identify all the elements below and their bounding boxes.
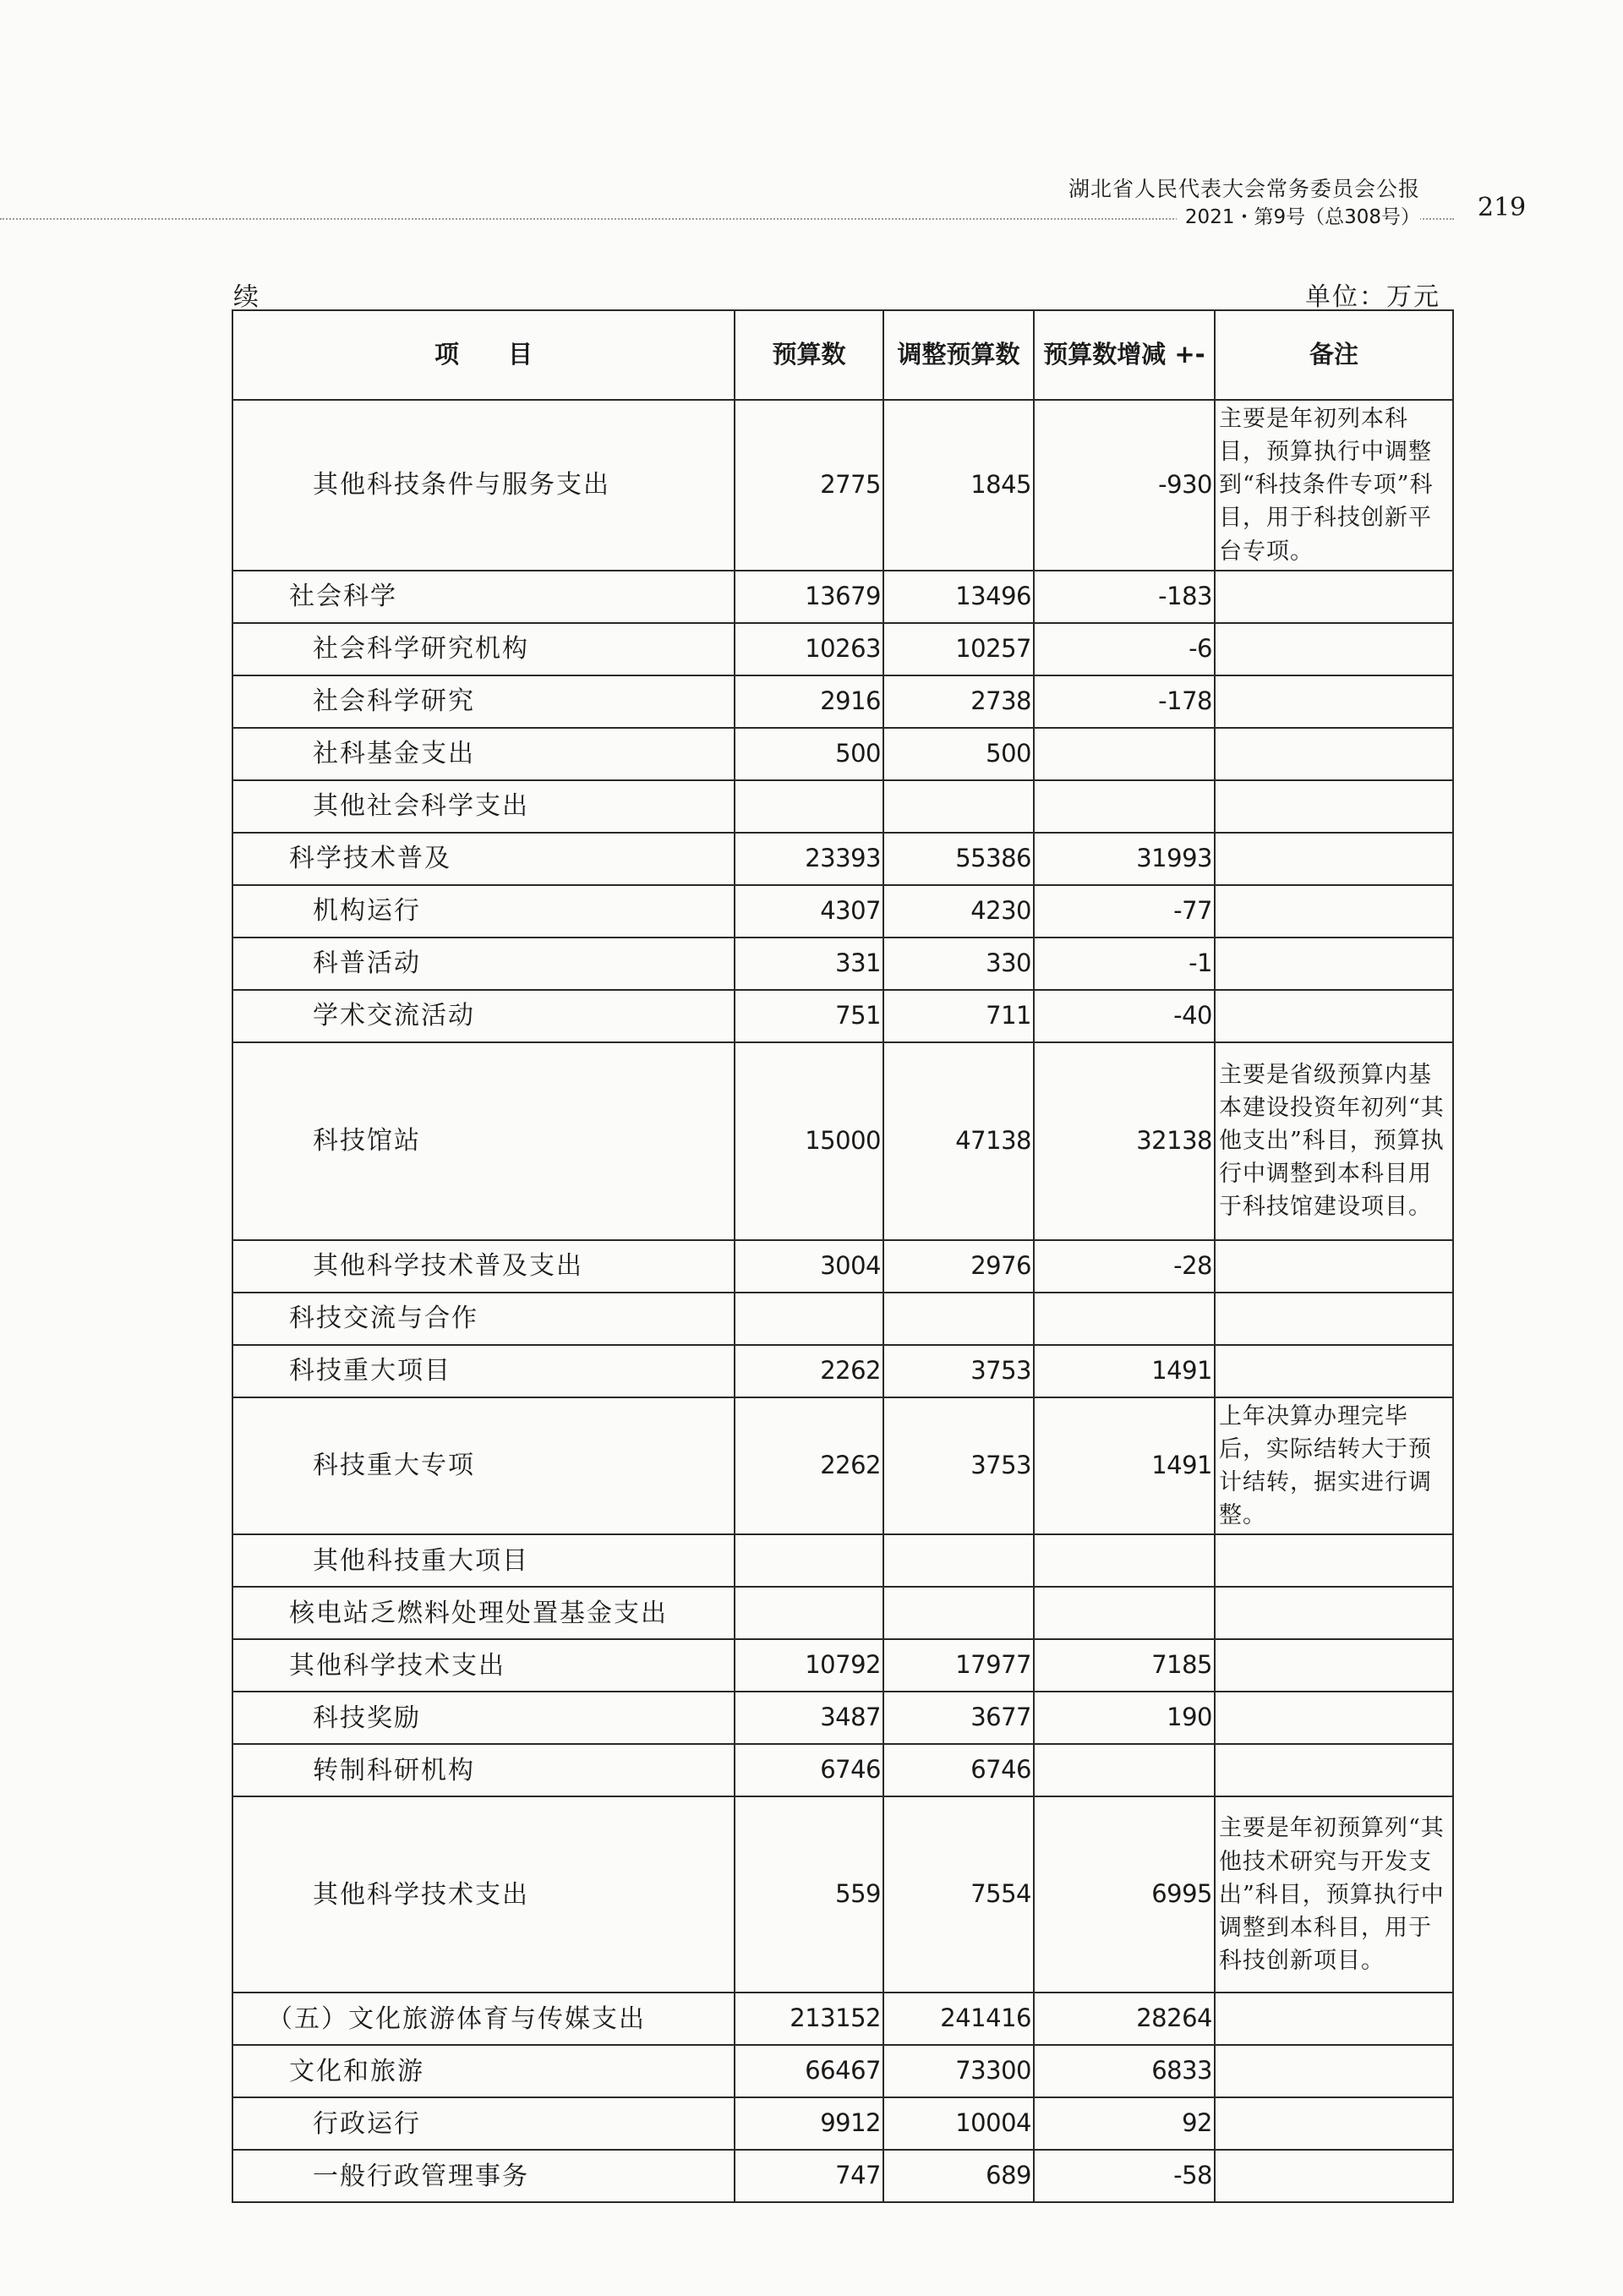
row-change-value: 1491 bbox=[1034, 1345, 1215, 1397]
row-item-name: 科技馆站 bbox=[232, 1042, 735, 1240]
row-note bbox=[1215, 2150, 1453, 2202]
row-note bbox=[1215, 1993, 1453, 2045]
row-adjusted-value: 1845 bbox=[883, 400, 1034, 571]
row-item-name: 科技交流与合作 bbox=[232, 1293, 735, 1345]
column-header-budget: 预算数 bbox=[735, 310, 883, 400]
row-item-name: 行政运行 bbox=[232, 2097, 735, 2150]
row-budget-value: 2916 bbox=[735, 675, 883, 728]
row-change-value: 31993 bbox=[1034, 833, 1215, 885]
column-header-adjusted: 调整预算数 bbox=[883, 310, 1034, 400]
row-budget-value: 66467 bbox=[735, 2045, 883, 2097]
row-note bbox=[1215, 990, 1453, 1042]
row-note bbox=[1215, 938, 1453, 990]
row-change-value bbox=[1034, 1744, 1215, 1796]
table-row bbox=[232, 885, 1453, 938]
table-row bbox=[232, 1534, 1453, 1587]
row-change-value: -58 bbox=[1034, 2150, 1215, 2202]
row-budget-value: 9912 bbox=[735, 2097, 883, 2150]
row-item-name: 其他科学技术支出 bbox=[232, 1796, 735, 1993]
row-note bbox=[1215, 1744, 1453, 1796]
row-item-name: （五）文化旅游体育与传媒支出 bbox=[232, 1993, 735, 2045]
row-item-name: 社会科学研究 bbox=[232, 675, 735, 728]
row-budget-value: 4307 bbox=[735, 885, 883, 938]
row-adjusted-value: 241416 bbox=[883, 1993, 1034, 2045]
row-item-name: 其他社会科学支出 bbox=[232, 780, 735, 833]
table-row bbox=[232, 1744, 1453, 1796]
row-change-value: -28 bbox=[1034, 1240, 1215, 1293]
row-note bbox=[1215, 833, 1453, 885]
row-item-name: 其他科技重大项目 bbox=[232, 1534, 735, 1587]
row-budget-value: 559 bbox=[735, 1796, 883, 1993]
row-budget-value: 3487 bbox=[735, 1692, 883, 1744]
row-change-value bbox=[1034, 728, 1215, 780]
row-note bbox=[1215, 1639, 1453, 1692]
row-change-value bbox=[1034, 1293, 1215, 1345]
table-row bbox=[232, 2045, 1453, 2097]
row-adjusted-value: 3753 bbox=[883, 1345, 1034, 1397]
row-adjusted-value: 2976 bbox=[883, 1240, 1034, 1293]
row-adjusted-value: 3753 bbox=[883, 1397, 1034, 1535]
row-budget-value bbox=[735, 780, 883, 833]
row-adjusted-value: 47138 bbox=[883, 1042, 1034, 1240]
table-row bbox=[232, 1293, 1453, 1345]
table-row bbox=[232, 990, 1453, 1042]
row-note: 主要是省级预算内基本建设投资年初列“其他支出”科目，预算执行中调整到本科目用于科技馆建设项目。 bbox=[1215, 1042, 1453, 1240]
row-adjusted-value: 330 bbox=[883, 938, 1034, 990]
row-note bbox=[1215, 1587, 1453, 1639]
row-budget-value: 13679 bbox=[735, 571, 883, 623]
row-change-value: 6995 bbox=[1034, 1796, 1215, 1993]
table-row bbox=[232, 675, 1453, 728]
row-budget-value: 2262 bbox=[735, 1397, 883, 1535]
row-note bbox=[1215, 1293, 1453, 1345]
row-adjusted-value: 711 bbox=[883, 990, 1034, 1042]
row-adjusted-value: 4230 bbox=[883, 885, 1034, 938]
row-change-value: -1 bbox=[1034, 938, 1215, 990]
column-header-note: 备注 bbox=[1215, 310, 1453, 400]
row-note bbox=[1215, 728, 1453, 780]
row-budget-value bbox=[735, 1534, 883, 1587]
row-change-value: -77 bbox=[1034, 885, 1215, 938]
row-budget-value: 331 bbox=[735, 938, 883, 990]
row-budget-value: 15000 bbox=[735, 1042, 883, 1240]
row-change-value: -930 bbox=[1034, 400, 1215, 571]
row-budget-value: 3004 bbox=[735, 1240, 883, 1293]
table-row bbox=[232, 2150, 1453, 2202]
row-adjusted-value bbox=[883, 780, 1034, 833]
row-budget-value bbox=[735, 1293, 883, 1345]
row-change-value: 28264 bbox=[1034, 1993, 1215, 2045]
row-item-name: 转制科研机构 bbox=[232, 1744, 735, 1796]
row-budget-value: 6746 bbox=[735, 1744, 883, 1796]
row-change-value: 92 bbox=[1034, 2097, 1215, 2150]
row-budget-value: 751 bbox=[735, 990, 883, 1042]
column-header-item: 项 目 bbox=[232, 310, 735, 400]
row-item-name: 社会科学研究机构 bbox=[232, 623, 735, 675]
table-row bbox=[232, 938, 1453, 990]
row-adjusted-value: 7554 bbox=[883, 1796, 1034, 1993]
issue-label: 2021・第9号（总308号） bbox=[1177, 201, 1420, 229]
row-budget-value: 2775 bbox=[735, 400, 883, 571]
row-item-name: 核电站乏燃料处理处置基金支出 bbox=[232, 1587, 735, 1639]
table-row bbox=[232, 1692, 1453, 1744]
row-adjusted-value bbox=[883, 1293, 1034, 1345]
row-change-value: 1491 bbox=[1034, 1397, 1215, 1535]
row-change-value: 32138 bbox=[1034, 1042, 1215, 1240]
row-adjusted-value bbox=[883, 1587, 1034, 1639]
row-adjusted-value: 73300 bbox=[883, 2045, 1034, 2097]
row-adjusted-value: 55386 bbox=[883, 833, 1034, 885]
table-row bbox=[232, 571, 1453, 623]
row-note bbox=[1215, 1692, 1453, 1744]
row-note: 主要是年初预算列“其他技术研究与开发支出”科目，预算执行中调整到本科目，用于科技创新项目。 bbox=[1215, 1796, 1453, 1993]
row-budget-value: 213152 bbox=[735, 1993, 883, 2045]
row-note bbox=[1215, 1240, 1453, 1293]
row-adjusted-value: 13496 bbox=[883, 571, 1034, 623]
row-adjusted-value bbox=[883, 1534, 1034, 1587]
table-row bbox=[232, 1587, 1453, 1639]
row-adjusted-value: 10004 bbox=[883, 2097, 1034, 2150]
table-row bbox=[232, 1042, 1453, 1240]
row-item-name: 社科基金支出 bbox=[232, 728, 735, 780]
row-note bbox=[1215, 675, 1453, 728]
row-budget-value: 500 bbox=[735, 728, 883, 780]
row-change-value: 7185 bbox=[1034, 1639, 1215, 1692]
row-note bbox=[1215, 2045, 1453, 2097]
row-item-name: 机构运行 bbox=[232, 885, 735, 938]
row-change-value: -40 bbox=[1034, 990, 1215, 1042]
table-row bbox=[232, 1796, 1453, 1993]
table-row bbox=[232, 780, 1453, 833]
row-note bbox=[1215, 1534, 1453, 1587]
table-row bbox=[232, 1639, 1453, 1692]
page-number: 219 bbox=[1478, 193, 1527, 222]
row-note bbox=[1215, 571, 1453, 623]
row-item-name: 一般行政管理事务 bbox=[232, 2150, 735, 2202]
row-change-value: -183 bbox=[1034, 571, 1215, 623]
row-item-name: 文化和旅游 bbox=[232, 2045, 735, 2097]
row-item-name: 其他科技条件与服务支出 bbox=[232, 400, 735, 571]
continued-label: 续 bbox=[233, 282, 259, 312]
row-item-name: 科技奖励 bbox=[232, 1692, 735, 1744]
row-change-value: -178 bbox=[1034, 675, 1215, 728]
publication-title: 湖北省人民代表大会常务委员会公报 bbox=[1068, 177, 1420, 201]
row-budget-value: 23393 bbox=[735, 833, 883, 885]
table-row bbox=[232, 2097, 1453, 2150]
row-budget-value: 10263 bbox=[735, 623, 883, 675]
row-item-name: 科普活动 bbox=[232, 938, 735, 990]
row-change-value: 190 bbox=[1034, 1692, 1215, 1744]
row-adjusted-value: 17977 bbox=[883, 1639, 1034, 1692]
row-budget-value: 747 bbox=[735, 2150, 883, 2202]
table-header-row bbox=[232, 310, 1453, 400]
table-row bbox=[232, 1397, 1453, 1535]
row-note bbox=[1215, 2097, 1453, 2150]
budget-table bbox=[232, 309, 1454, 2203]
row-adjusted-value: 500 bbox=[883, 728, 1034, 780]
row-note bbox=[1215, 1345, 1453, 1397]
row-item-name: 科学技术普及 bbox=[232, 833, 735, 885]
row-note: 上年决算办理完毕后，实际结转大于预计结转，据实进行调整。 bbox=[1215, 1397, 1453, 1535]
row-budget-value: 10792 bbox=[735, 1639, 883, 1692]
table-row bbox=[232, 1240, 1453, 1293]
column-header-change: 预算数增减 +- bbox=[1034, 310, 1215, 400]
row-adjusted-value: 2738 bbox=[883, 675, 1034, 728]
row-item-name: 其他科学技术普及支出 bbox=[232, 1240, 735, 1293]
row-item-name: 社会科学 bbox=[232, 571, 735, 623]
table-row bbox=[232, 623, 1453, 675]
row-item-name: 科技重大项目 bbox=[232, 1345, 735, 1397]
row-adjusted-value: 6746 bbox=[883, 1744, 1034, 1796]
row-change-value: -6 bbox=[1034, 623, 1215, 675]
row-note bbox=[1215, 780, 1453, 833]
row-change-value: 6833 bbox=[1034, 2045, 1215, 2097]
table-row bbox=[232, 728, 1453, 780]
row-adjusted-value: 10257 bbox=[883, 623, 1034, 675]
unit-label: 单位：万元 bbox=[1305, 282, 1440, 312]
row-budget-value bbox=[735, 1587, 883, 1639]
row-change-value bbox=[1034, 1587, 1215, 1639]
row-note bbox=[1215, 885, 1453, 938]
table-row bbox=[232, 1345, 1453, 1397]
row-change-value bbox=[1034, 780, 1215, 833]
row-adjusted-value: 689 bbox=[883, 2150, 1034, 2202]
row-item-name: 学术交流活动 bbox=[232, 990, 735, 1042]
table-row bbox=[232, 400, 1453, 571]
row-adjusted-value: 3677 bbox=[883, 1692, 1034, 1744]
table-body bbox=[232, 400, 1453, 2202]
table-row bbox=[232, 833, 1453, 885]
row-item-name: 科技重大专项 bbox=[232, 1397, 735, 1535]
row-note bbox=[1215, 623, 1453, 675]
row-note: 主要是年初列本科目，预算执行中调整到“科技条件专项”科目，用于科技创新平台专项。 bbox=[1215, 400, 1453, 571]
table-row bbox=[232, 1993, 1453, 2045]
row-change-value bbox=[1034, 1534, 1215, 1587]
row-budget-value: 2262 bbox=[735, 1345, 883, 1397]
row-item-name: 其他科学技术支出 bbox=[232, 1639, 735, 1692]
